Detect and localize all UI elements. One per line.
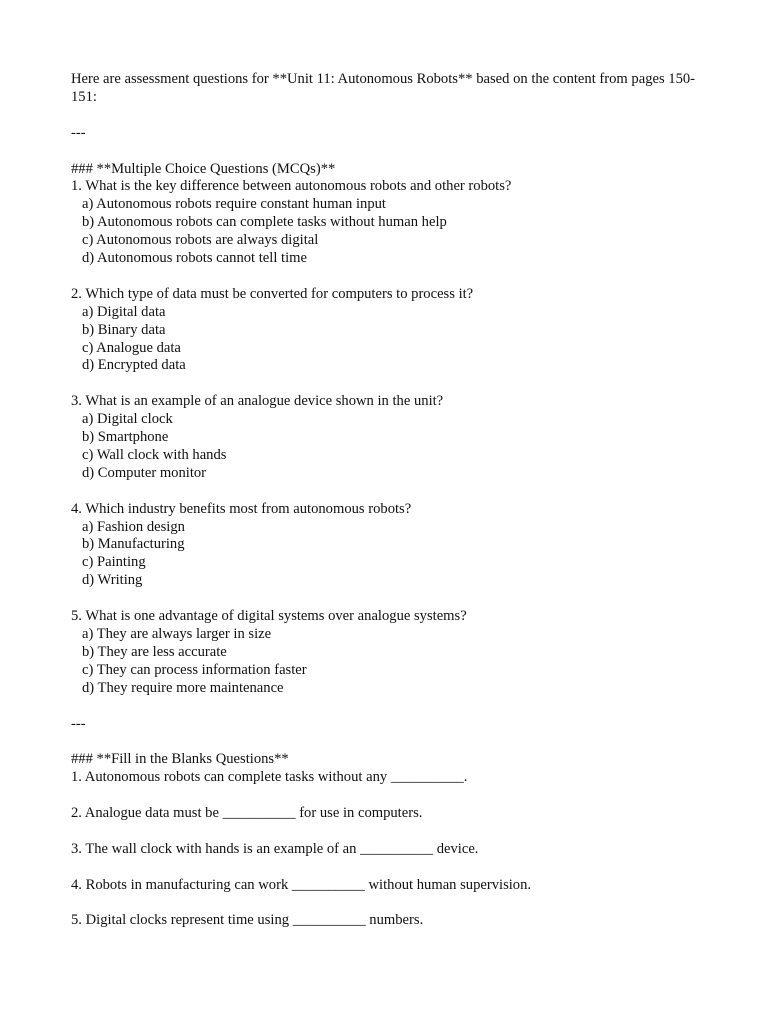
answer-option: d) They require more maintenance xyxy=(82,679,284,696)
mcq-question-4 xyxy=(71,501,701,591)
answer-option: a) Digital data xyxy=(82,303,166,320)
answer-option: a) They are always larger in size xyxy=(82,626,272,642)
answer-option: b) They are less accurate xyxy=(82,643,227,660)
answer-option: b) Autonomous robots can complete tasks without human help xyxy=(82,214,447,231)
spacer xyxy=(71,787,701,805)
separator: --- xyxy=(71,124,86,141)
answer-option: c) Analogue data xyxy=(82,339,181,356)
answer-option: c) They can process information faster xyxy=(82,661,307,678)
answer-option: b) Binary data xyxy=(82,321,166,338)
answer-option: d) Encrypted data xyxy=(82,357,186,374)
fill-heading: ### **Fill in the Blanks Questions** xyxy=(71,751,289,768)
mcq-question-3 xyxy=(71,393,701,483)
spacer xyxy=(71,375,701,393)
mcq-question-5 xyxy=(71,608,701,698)
answer-option: b) Manufacturing xyxy=(82,536,185,553)
spacer xyxy=(71,895,701,913)
answer-option: d) Writing xyxy=(82,572,143,589)
answer-option: a) Fashion design xyxy=(82,518,185,535)
question-text: 5. What is one advantage of digital systems over analogue systems? xyxy=(71,608,467,625)
answer-option: d) Autonomous robots cannot tell time xyxy=(82,250,307,267)
spacer xyxy=(71,143,701,161)
spacer xyxy=(71,823,701,841)
answer-option: d) Computer monitor xyxy=(82,464,207,481)
answer-option: a) Digital clock xyxy=(82,411,173,428)
question-text: 3. What is an example of an analogue device shown in the unit? xyxy=(71,393,444,410)
question-text: 2. Which type of data must be converted for computers to process it? xyxy=(71,285,474,302)
fill-question-1: 1. Autonomous robots can complete tasks without any __________. xyxy=(71,769,468,786)
answer-option: c) Painting xyxy=(82,554,146,571)
fill-question-4: 4. Robots in manufacturing can work __________ without human supervision. xyxy=(71,876,532,893)
spacer xyxy=(71,590,701,608)
answer-option: c) Autonomous robots are always digital xyxy=(82,232,319,249)
spacer xyxy=(71,107,701,125)
answer-option: b) Smartphone xyxy=(82,429,169,446)
spacer xyxy=(71,859,701,877)
document-page xyxy=(71,71,701,930)
mcq-question-2 xyxy=(71,286,701,376)
intro-paragraph: Here are assessment questions for **Unit 11: Autonomous Robots** based on the content from pages 150-151: xyxy=(71,71,696,105)
fill-question-3: 3. The wall clock with hands is an example of an __________ device. xyxy=(71,840,479,857)
question-text: 4. Which industry benefits most from autonomous robots? xyxy=(71,500,412,517)
mcq-heading: ### **Multiple Choice Questions (MCQs)** xyxy=(71,160,336,177)
fill-question-5: 5. Digital clocks represent time using __________ numbers. xyxy=(71,912,424,929)
separator: --- xyxy=(71,715,86,732)
mcq-question-1 xyxy=(71,178,701,268)
fill-question-2: 2. Analogue data must be __________ for use in computers. xyxy=(71,805,423,822)
spacer xyxy=(71,483,701,501)
spacer xyxy=(71,268,701,286)
question-text: 1. What is the key difference between autonomous robots and other robots? xyxy=(71,178,512,195)
spacer xyxy=(71,733,701,751)
answer-option: a) Autonomous robots require constant human input xyxy=(82,196,386,213)
answer-option: c) Wall clock with hands xyxy=(82,446,227,463)
spacer xyxy=(71,698,701,716)
